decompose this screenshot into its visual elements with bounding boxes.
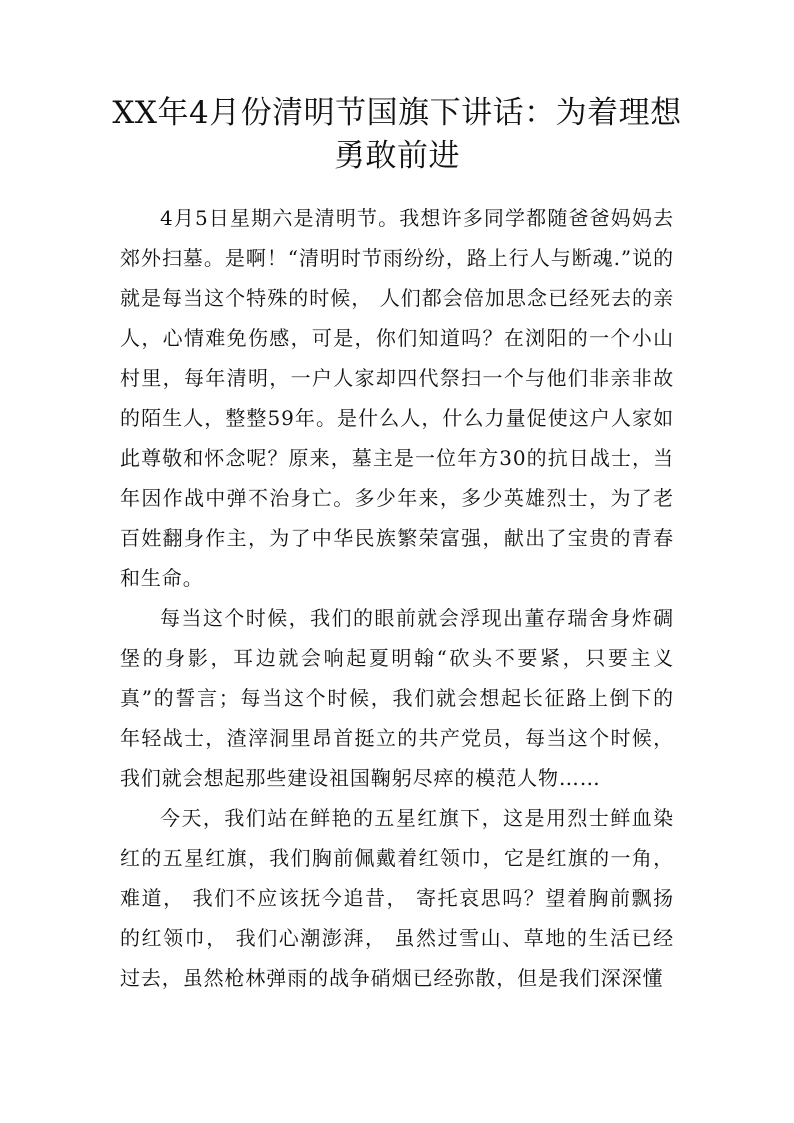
document-body bbox=[120, 198, 674, 998]
paragraph-2: 每当这个时候，我们的眼前就会浮现出董存瑞舍身炸碉堡的身影，耳边就会响起夏明翰“砍头不要紧，只要主义真”的誓言；每当这个时候，我们就会想起长征路上倒下的年轻战士，渣滓洞里昂首挺立的共产党员，每当这个时候，我们就会想起那些建设祖国鞠躬尽瘁的模范人物…… bbox=[120, 606, 674, 790]
paragraph-3: 今天，我们站在鲜艳的五星红旗下，这是用烈士鲜血染红的五星红旗，我们胸前佩戴着红领巾，它是红旗的一角，难道， 我们不应该抚今追昔， 寄托哀思吗？望着胸前飘扬的红领巾， 我们心潮澎湃， 虽然过雪山、草地的生活已经过去，虽然枪林弹雨的战争硝烟已经弥散，但是我们深深懂 bbox=[120, 806, 674, 990]
paragraph-1: 4月5日星期六是清明节。我想许多同学都随爸爸妈妈去郊外扫墓。是啊！“清明时节雨纷纷，路上行人与断魂.”说的就是每当这个特殊的时候， 人们都会倍加思念已经死去的亲人，心情难免伤感，可是，你们知道吗？在浏阳的一个小山村里，每年清明，一户人家却四代祭扫一个与他们非亲非故的陌生人，整整59年。是什么人，什么力量促使这户人家如此尊敬和怀念呢？原来，墓主是一位年方30的抗日战士，当年因作战中弹不治身亡。多少年来，多少英雄烈士，为了老百姓翻身作主，为了中华民族繁荣富强，献出了宝贵的青春和生命。 bbox=[120, 206, 674, 590]
page-title: XX年4月份清明节国旗下讲话：为着理想勇敢前进 bbox=[112, 95, 682, 174]
